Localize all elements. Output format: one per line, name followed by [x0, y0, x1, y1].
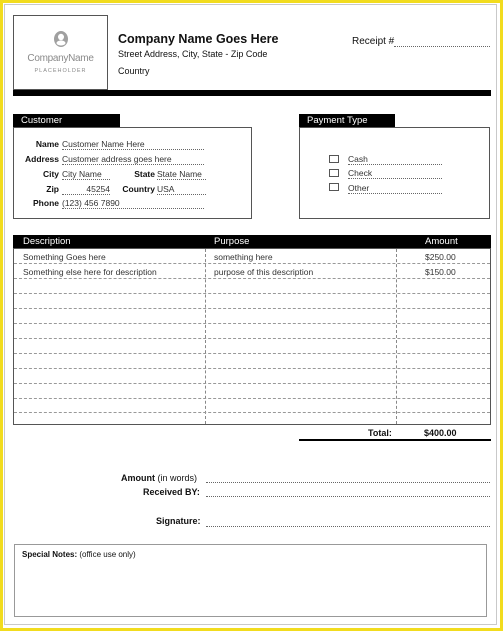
customer-country-field[interactable]: USA [157, 184, 206, 195]
company-country: Country [118, 66, 150, 76]
row-divider [14, 398, 490, 399]
customer-state-field[interactable]: State Name [157, 169, 206, 180]
header-amount: Amount [425, 236, 458, 247]
notes-label-group [22, 550, 136, 559]
notes-sub: (office use only) [79, 550, 136, 559]
received-by-label: Received BY: [143, 487, 200, 497]
total-underline [299, 439, 491, 441]
row2-description[interactable]: Something else here for description [23, 267, 157, 277]
logo-icon [53, 30, 69, 48]
logo-company-name: CompanyName [27, 53, 94, 64]
row-divider [14, 412, 490, 413]
row2-purpose[interactable]: purpose of this description [214, 267, 314, 277]
table-header [13, 235, 491, 248]
signature-field[interactable] [206, 526, 490, 527]
customer-name-field[interactable]: Customer Name Here [62, 139, 204, 150]
header-divider [13, 90, 491, 96]
signature-label: Signature: [156, 516, 201, 526]
row1-description[interactable]: Something Goes here [23, 252, 106, 262]
company-address: Street Address, City, State - Zip Code [118, 49, 268, 59]
row-divider [14, 293, 490, 294]
logo-sub: PLACEHOLDER [34, 68, 87, 74]
row-divider [14, 368, 490, 369]
check-label: Check [348, 168, 442, 179]
row1-amount[interactable]: $250.00 [425, 252, 456, 262]
customer-phone-field[interactable]: (123) 456 7890 [62, 198, 204, 209]
amount-in-words-field[interactable] [206, 482, 490, 483]
amount-label-group [121, 473, 197, 483]
notes-label: Special Notes: [22, 550, 78, 559]
amount-label: Amount [121, 473, 155, 483]
total-value: $400.00 [424, 428, 457, 438]
special-notes-box[interactable] [14, 544, 487, 617]
customer-city-field[interactable]: City Name [62, 169, 110, 180]
amount-sub: (in words) [157, 473, 198, 483]
row-divider [14, 338, 490, 339]
receipt-number-field[interactable] [394, 46, 490, 47]
cash-checkbox[interactable] [329, 155, 339, 163]
company-name: Company Name Goes Here [118, 32, 279, 46]
row-divider [14, 353, 490, 354]
customer-heading: Customer [13, 114, 120, 127]
other-checkbox[interactable] [329, 183, 339, 191]
customer-address-label: Address [24, 154, 59, 164]
row-divider [14, 383, 490, 384]
logo-placeholder [13, 15, 108, 90]
received-by-field[interactable] [206, 496, 490, 497]
header-description: Description [23, 236, 71, 247]
customer-address-field[interactable]: Customer address goes here [62, 154, 204, 165]
receipt-label: Receipt # [352, 36, 395, 47]
check-checkbox[interactable] [329, 169, 339, 177]
items-table [13, 248, 491, 425]
customer-zip-field[interactable]: 45254 [62, 184, 110, 195]
header-purpose: Purpose [214, 236, 250, 247]
other-label: Other [348, 183, 442, 194]
customer-phone-label: Phone [33, 198, 59, 208]
row2-amount[interactable]: $150.00 [425, 267, 456, 277]
customer-country-label: Country [122, 184, 155, 194]
cash-label: Cash [348, 154, 442, 165]
customer-zip-label: Zip [46, 184, 59, 194]
row-divider [14, 308, 490, 309]
customer-city-label: City [42, 169, 59, 179]
row-divider [14, 323, 490, 324]
payment-heading: Payment Type [299, 114, 395, 127]
customer-state-label: State [134, 169, 155, 179]
row-divider [14, 278, 490, 279]
total-label: Total: [368, 428, 392, 438]
row1-purpose[interactable]: something here [214, 252, 273, 262]
row-divider [14, 263, 490, 264]
customer-name-label: Name [35, 139, 59, 149]
